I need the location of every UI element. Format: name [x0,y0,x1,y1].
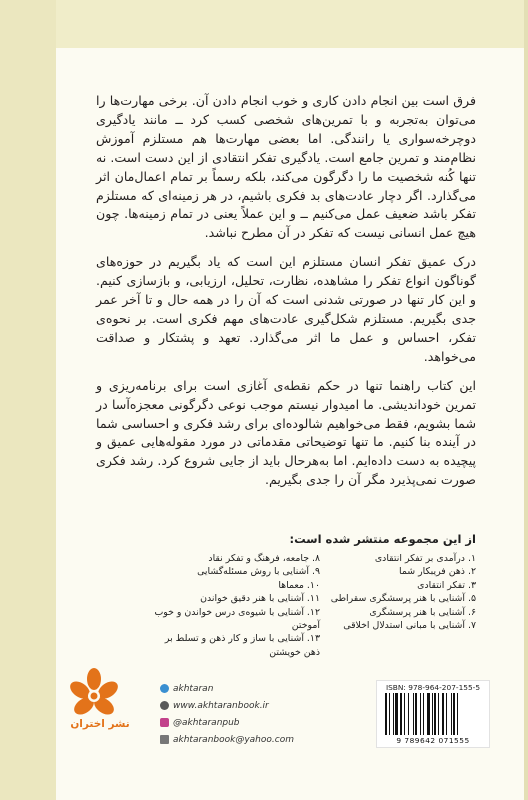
barcode-stripe [434,693,436,735]
barcode [376,680,490,748]
barcode-stripe [404,693,405,735]
barcode-stripe [385,693,387,735]
barcode-stripe [389,693,390,735]
contact-text: @akhtaranpub [173,717,240,728]
barcode-stripe [453,693,455,735]
series-item: ۱. درآمدی بر تفکر انتقادی [374,553,476,564]
series-item: ۸. جامعه، فرهنگ و تفکر نقاد [208,553,320,564]
series-item: ۱۱. آشنایی با هنر دقیق خواندن [200,593,320,605]
right-edge [524,0,528,800]
spine-edge [0,0,56,800]
telegram-icon [160,684,169,693]
series-item: ۶. آشنایی با هنر پرسشگری [369,606,476,618]
series-item: ۲. ذهن فریبکار شما [398,566,476,578]
series-item: ۵. آشنایی با هنر پرسشگری سقراطی [330,593,476,605]
isbn-label: ISBN: 978-964-207-155-5 [385,683,481,692]
series-item: ۹. آشنایی با روش مسئله‌گشایی [197,566,320,578]
barcode-number: 9 789642 071555 [396,736,470,745]
series-item: ۱۳. آشنایی با ساز و کار ذهن و تسلط بر ذهن خویشتن [164,633,320,658]
series-list-left [148,552,320,659]
series-title: از این مجموعه منتشر شده است: [289,532,476,546]
barcode-stripe [442,693,444,735]
contact-text: www.akhtaranbook.ir [173,700,269,711]
contact-text: akhtaranbook@yahoo.com [173,734,294,745]
intro-text [96,92,476,500]
barcode-stripe [408,693,409,735]
barcode-stripe [432,693,433,735]
series-item: ۱۰. معماها [278,579,320,591]
intro-paragraph-2: درک عمیق تفکر انسان مستلزم این است که یاد بگیریم در حوزه‌های گوناگون انواع تفکر را مشاهده، نظارت، تحلیل، ارزیابی، و بازسازی کنیم. و این کار تنها در صورتی شدنی است که آن را در همه حال و تا آخر عمر جدی بگیریم. مستلزم شکل‌گیری عادت‌های مهم فکری است. بر نحوه‌ی تفکر، احساس و عمل ما اثر می‌گذارد. تعهد و پشتکار و صداقت می‌خواهد. [96,254,476,364]
barcode-stripe [413,693,414,735]
barcode-stripe [457,693,458,735]
barcode-stripe [451,693,452,735]
footer [56,680,524,800]
contact-list [160,680,360,748]
barcode-stripe [446,693,447,735]
publisher-name: نشر اختران [70,718,130,730]
barcode-stripe [400,693,402,735]
email-icon [160,735,169,744]
publisher-logo [62,668,130,730]
barcode-stripe [420,693,421,735]
barcode-stripe [395,693,398,735]
barcode-stripe [438,693,439,735]
barcode-stripe [393,693,394,735]
barcode-stripe [423,693,424,735]
instagram-icon [160,718,169,727]
intro-paragraph-3: این کتاب راهنما تنها در حکم نقطه‌ی آغازی است برای برنامه‌ریزی و تمرین خوداندیشی. ما امیدوار نیستم موجب نوعی دگرگونی معجزه‌آسا در شما بشویم، فقط می‌خواهیم شالوده‌ای برای رشد فکری و احساسی شما در آینده بنا کنیم. ما تنها توضیحاتی مقدماتی در مورد مقوله‌هایی عمیق و پیچیده به دست داده‌ایم. اما به‌هرحال باید از جایی شروع کرد. رشد فکری صورت نمی‌پذیرد مگر آن را جدی بگیریم. [96,377,476,488]
top-border [0,0,528,48]
back-cover-panel [56,48,524,800]
intro-paragraph-1: فرق است بین انجام دادن کاری و خوب انجام دادن آن. برخی مهارت‌ها را می‌توان به‌تجربه و با تمرین‌های شخصی کسب کرد ــ مانند یادگیری دوچرخه‌سواری یا رانندگی. اما بعضی مهارت‌ها هم مستلزم آموزش نظام‌مند و تمرین جامع است. یادگیری تفکر انتقادی از این دست است. نه تنها کُنه شخصیت ما را دگرگون می‌کند، بلکه رسماً بر تمام اعمال‌مان اثر می‌گذارد. اگر دچار عادت‌های بد فکری باشیم، در هر زمینه‌ای که مستلزم تفکر باشد ضعیف عمل می‌کنیم ــ و این عملاً یعنی در تمام زمینه‌ها. چون هیچ عمل انسانی نیست که تفکر در آن مطرح نباشد. [96,93,476,241]
contact-website[interactable] [160,697,360,714]
contact-email[interactable] [160,731,360,748]
contact-telegram[interactable] [160,680,360,697]
barcode-stripe [427,693,430,735]
contact-text: akhtaran [173,683,214,694]
flower-logo-icon [62,668,126,724]
series-item: ۳. تفکر انتقادی [417,579,476,591]
globe-icon [160,701,169,710]
series-item: ۱۲. آشنایی با شیوه‌ی درس خواندن و خوب آموختن [154,606,320,632]
series-item: ۷. آشنایی با مبانی استدلال اخلاقی [343,620,476,632]
series-list-right [312,552,476,632]
barcode-stripe [415,693,417,735]
barcode-bars [385,693,481,735]
contact-instagram[interactable] [160,714,360,731]
